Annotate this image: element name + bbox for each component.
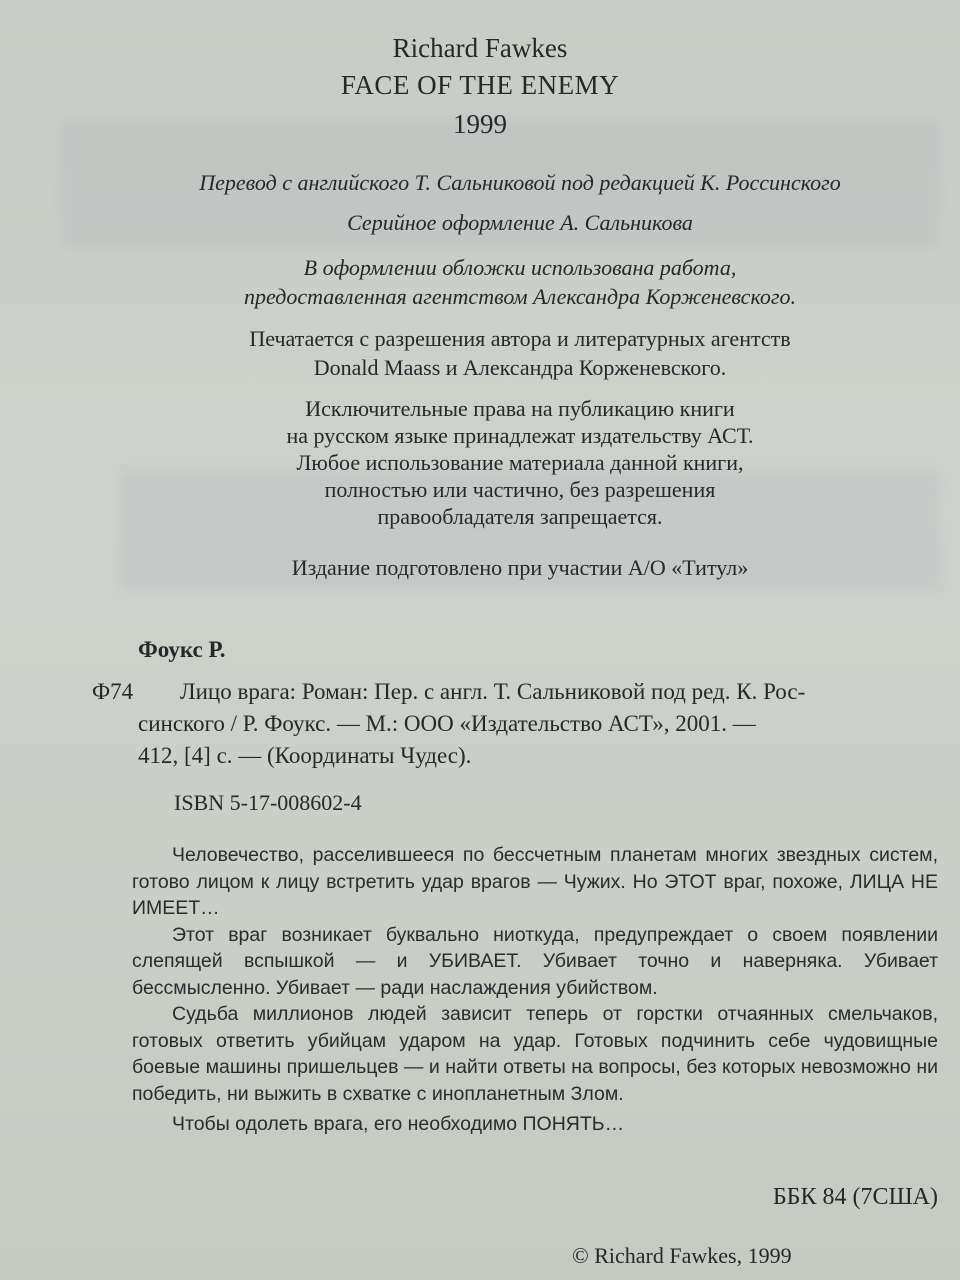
annotation-paragraph: Этот враг возникает буквально ниоткуда, предупреждает о своем появлении слепящей вспышкой — и УБИВАЕТ. Убивает точно и наверняка. Убивает бессмысленно. Убивает — ради наслаждения убийством.	[132, 923, 938, 999]
rights-line: правообладателя запрещается.	[377, 504, 663, 529]
bib-code: Ф74	[92, 679, 134, 704]
cover-credit-line: В оформлении обложки использована работа,	[303, 255, 737, 280]
permission-notice	[40, 324, 960, 382]
translation-credit: Перевод с английского Т. Сальниковой под редакцией К. Россинского	[199, 170, 841, 195]
exclusive-rights-notice	[40, 395, 960, 530]
bbk-code: ББК 84 (7США)	[772, 1184, 938, 1210]
rights-line: Любое использование материала данной книги,	[296, 450, 744, 475]
cover-credit-line: предоставленная агентством Александра Корженевского.	[244, 284, 796, 309]
bib-line: синского / Р. Фоукс. — М.: ООО «Издательство АСТ», 2001. —	[138, 711, 756, 736]
annotation-paragraph: Судьба миллионов людей зависит теперь от горстки отчаянных смельчаков, готовых ответить убийцам ударом на удар. Готовых подчинить себе чудовищные боевые машины пришельцев — и найти ответы на вопросы, без которых невозможно ни победить, ни выжить в схватке с инопланетным Злом.	[132, 1003, 938, 1105]
rights-line: полностью или частично, без разрешения	[324, 477, 716, 502]
copyright: © Richard Fawkes, 1999	[572, 1243, 792, 1268]
bib-author: Фоукс Р.	[138, 637, 226, 662]
bib-line: Лицо врага: Роман: Пер. с англ. Т. Сальниковой под ред. К. Рос-	[180, 679, 806, 704]
annotation	[132, 842, 938, 1138]
permission-line: Печатается с разрешения автора и литературных агентств	[249, 326, 791, 351]
rights-line: Исключительные права на публикацию книги	[305, 396, 735, 421]
title-block	[0, 30, 960, 143]
author-en: Richard Fawkes	[392, 33, 568, 63]
permission-line: Donald Maass и Александра Корженевского.	[313, 355, 727, 380]
prepared-notice: Издание подготовлено при участии А/О «Титул»	[291, 555, 749, 580]
title-en: FACE OF THE ENEMY	[340, 70, 620, 100]
cover-credit	[40, 253, 960, 311]
isbn: ISBN 5-17-008602-4	[174, 790, 362, 815]
annotation-paragraph: Человечество, расселившееся по бессчетным планетам многих звездных систем, готово лицом к лицу встретить удар врагов — Чужих. Но ЭТОТ враг, похоже, ЛИЦА НЕ ИМЕЕТ…	[132, 844, 938, 919]
annotation-paragraph: Чтобы одолеть врага, его необходимо ПОНЯТЬ…	[172, 1113, 625, 1135]
bib-line: 412, [4] с. — (Координаты Чудес).	[138, 743, 472, 768]
rights-line: на русском языке принадлежат издательству АСТ.	[286, 423, 754, 448]
series-design-credit: Серийное оформление А. Сальникова	[347, 210, 693, 235]
year: 1999	[453, 109, 507, 139]
